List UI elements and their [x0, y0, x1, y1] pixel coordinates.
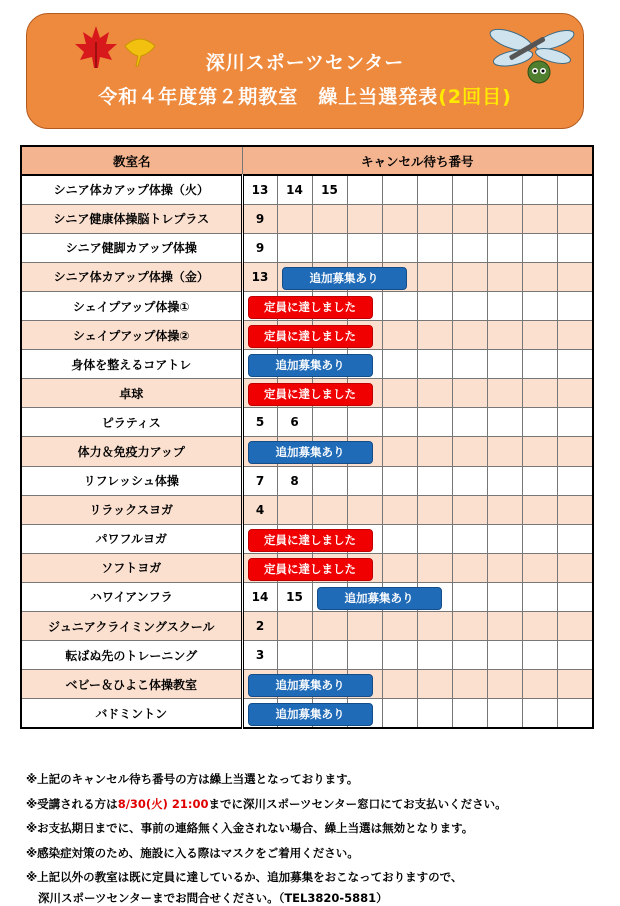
full-capacity-badge: 定員に達しました — [248, 383, 373, 406]
subtitle-main: 令和４年度第２期教室 繰上当選発表 — [98, 86, 439, 108]
note-3: ※お支払期日までに、事前の連絡無く入金されない場合、繰上当選は無効となります。 — [26, 821, 474, 835]
waitlist-cell — [382, 408, 417, 437]
table-row — [21, 641, 593, 670]
waitlist-cell — [487, 233, 522, 262]
waitlist-cell: 3 — [242, 641, 277, 670]
waitlist-cell — [557, 582, 593, 611]
waitlist-cell — [382, 699, 417, 728]
waitlist-cell — [382, 466, 417, 495]
class-name: リフレッシュ体操 — [21, 466, 242, 495]
waitlist-cell: 14 — [277, 175, 312, 204]
waitlist-cell — [312, 466, 347, 495]
waitlist-cell — [452, 612, 487, 641]
waitlist-cell — [417, 350, 452, 379]
class-name: ジュニアクライミングスクール — [21, 612, 242, 641]
waitlist-cell — [557, 699, 593, 728]
waitlist-cell — [452, 582, 487, 611]
class-name: パワフルヨガ — [21, 524, 242, 553]
waitlist-cell — [277, 204, 312, 233]
waitlist-cell — [522, 379, 557, 408]
additional-recruitment-badge: 追加募集あり — [282, 267, 407, 290]
class-name: シニア体カアップ体操（火） — [21, 175, 242, 204]
waitlist-cell — [452, 262, 487, 291]
full-capacity-badge: 定員に達しました — [248, 325, 373, 348]
waitlist-cell — [347, 612, 382, 641]
waitlist-cell — [242, 350, 345, 379]
waitlist-cell — [487, 670, 522, 699]
waitlist-cell — [347, 204, 382, 233]
waitlist-cell — [347, 175, 382, 204]
waitlist-cell — [312, 495, 347, 524]
waitlist-cell — [312, 204, 347, 233]
waitlist-cell — [557, 437, 593, 466]
waitlist-cell — [382, 175, 417, 204]
waitlist-cell: 13 — [242, 262, 277, 291]
waitlist-cell — [487, 321, 522, 350]
table-row — [21, 291, 593, 320]
class-name: シニア健康体操脳トレプラス — [21, 204, 242, 233]
waitlist-cell — [382, 321, 417, 350]
waitlist-cell — [557, 379, 593, 408]
waitlist-cell — [312, 641, 347, 670]
class-name: リラックスヨガ — [21, 495, 242, 524]
waitlist-cell — [382, 641, 417, 670]
waitlist-cell — [417, 553, 452, 582]
waitlist-cell — [277, 641, 312, 670]
table-row — [21, 437, 593, 466]
additional-recruitment-badge: 追加募集あり — [248, 674, 373, 697]
waitlist-cell — [452, 466, 487, 495]
table-row — [21, 524, 593, 553]
full-capacity-badge: 定員に達しました — [248, 529, 373, 552]
waitlist-cell — [417, 175, 452, 204]
note-2-pre: ※受講される方は — [26, 796, 118, 811]
class-name: 卓球 — [21, 379, 242, 408]
additional-recruitment-badge: 追加募集あり — [317, 587, 442, 610]
table-row — [21, 553, 593, 582]
waitlist-cell — [417, 204, 452, 233]
waitlist-cell — [557, 175, 593, 204]
table-row — [21, 699, 593, 728]
waitlist-cell — [452, 321, 487, 350]
waitlist-cell — [277, 495, 312, 524]
waitlist-cell — [557, 262, 593, 291]
waitlist-cell — [557, 553, 593, 582]
table-row — [21, 233, 593, 262]
class-name: 体力＆免疫力アップ — [21, 437, 242, 466]
waitlist-cell — [242, 699, 345, 728]
waitlist-cell — [487, 495, 522, 524]
waitlist-cell — [452, 408, 487, 437]
class-name: 転ばぬ先のトレーニング — [21, 641, 242, 670]
table-row — [21, 262, 593, 291]
waitlist-cell — [382, 437, 417, 466]
class-name: シニア健脚カアップ体操 — [21, 233, 242, 262]
waitlist-cell: 9 — [242, 204, 277, 233]
waitlist-cell — [277, 612, 312, 641]
header-subtitle — [27, 82, 583, 109]
note-5a: ※上記以外の教室は既に定員に達しているか、追加募集をおこなっておりますので、 — [26, 870, 463, 884]
waitlist-cell — [347, 466, 382, 495]
waitlist-cell — [522, 466, 557, 495]
waitlist-cell — [557, 408, 593, 437]
waitlist-cell — [347, 408, 382, 437]
header-title: 深川スポーツセンター — [205, 52, 405, 74]
waitlist-cell — [557, 495, 593, 524]
waitlist-cell — [522, 233, 557, 262]
waitlist-cell: 6 — [277, 408, 312, 437]
waitlist-cell — [242, 437, 345, 466]
waitlist-cell — [487, 699, 522, 728]
waitlist-cell — [417, 495, 452, 524]
waitlist-cell — [382, 350, 417, 379]
waitlist-cell — [312, 582, 414, 611]
waitlist-cell — [522, 350, 557, 379]
class-name: 身体を整えるコアトレ — [21, 350, 242, 379]
class-name: ベビー＆ひよこ体操教室 — [21, 670, 242, 699]
waitlist-cell — [452, 524, 487, 553]
waitlist-cell — [417, 291, 452, 320]
waitlist-cell — [487, 204, 522, 233]
waitlist-cell — [417, 524, 452, 553]
table-row — [21, 321, 593, 350]
table-row — [21, 408, 593, 437]
waitlist-cell — [522, 291, 557, 320]
waitlist-cell — [452, 175, 487, 204]
table-row — [21, 379, 593, 408]
waitlist-cell — [382, 524, 417, 553]
waitlist-cell — [522, 321, 557, 350]
column-header-waitlist: キャンセル待ち番号 — [242, 146, 593, 175]
waitlist-cell — [242, 553, 356, 582]
class-name: ソフトヨガ — [21, 553, 242, 582]
waitlist-cell — [487, 291, 522, 320]
waitlist-cell — [382, 233, 417, 262]
waitlist-cell — [417, 641, 452, 670]
waitlist-cell — [557, 466, 593, 495]
waitlist-cell — [487, 641, 522, 670]
waitlist-cell — [487, 408, 522, 437]
waitlist-cell — [522, 612, 557, 641]
class-name: シェイプアップ体操① — [21, 291, 242, 320]
waitlist-cell — [522, 699, 557, 728]
waitlist-cell: 8 — [277, 466, 312, 495]
waitlist-cell — [557, 204, 593, 233]
waitlist-cell — [382, 553, 417, 582]
waitlist-cell — [242, 524, 356, 553]
waitlist-cell — [487, 437, 522, 466]
waitlist-cell: 4 — [242, 495, 277, 524]
note-5 — [26, 865, 507, 906]
waitlist-cell — [347, 495, 382, 524]
waitlist-cell — [452, 553, 487, 582]
notes — [26, 767, 507, 906]
subtitle-round: (2回目) — [438, 86, 512, 108]
full-capacity-badge: 定員に達しました — [248, 296, 373, 319]
waitlist-cell — [417, 262, 452, 291]
waitlist-cell: 15 — [277, 582, 312, 611]
waitlist-cell: 15 — [312, 175, 347, 204]
cancellation-table — [20, 145, 594, 729]
waitlist-cell — [417, 233, 452, 262]
waitlist-cell — [557, 350, 593, 379]
waitlist-cell: 2 — [242, 612, 277, 641]
waitlist-cell — [382, 495, 417, 524]
waitlist-cell — [452, 233, 487, 262]
waitlist-cell — [382, 291, 417, 320]
waitlist-cell — [487, 524, 522, 553]
waitlist-cell — [417, 612, 452, 641]
waitlist-cell — [522, 641, 557, 670]
waitlist-cell — [487, 350, 522, 379]
waitlist-cell — [452, 670, 487, 699]
additional-recruitment-badge: 追加募集あり — [248, 441, 373, 464]
table-row — [21, 670, 593, 699]
waitlist-cell — [452, 291, 487, 320]
waitlist-cell: 13 — [242, 175, 277, 204]
waitlist-cell — [557, 641, 593, 670]
waitlist-cell — [452, 699, 487, 728]
waitlist-cell — [522, 524, 557, 553]
waitlist-cell — [452, 379, 487, 408]
waitlist-cell — [487, 379, 522, 408]
waitlist-cell — [417, 670, 452, 699]
waitlist-cell — [487, 612, 522, 641]
waitlist-cell — [557, 670, 593, 699]
waitlist-cell — [522, 408, 557, 437]
table-row — [21, 204, 593, 233]
waitlist-cell — [382, 670, 417, 699]
waitlist-cell — [452, 350, 487, 379]
waitlist-cell — [382, 612, 417, 641]
full-capacity-badge: 定員に達しました — [248, 558, 373, 581]
class-name: ハワイアンフラ — [21, 582, 242, 611]
class-name: シェイプアップ体操② — [21, 321, 242, 350]
note-2 — [26, 792, 507, 817]
waitlist-cell — [522, 262, 557, 291]
waitlist-cell — [557, 233, 593, 262]
waitlist-cell: 9 — [242, 233, 277, 262]
class-name: バドミントン — [21, 699, 242, 728]
note-2-post: までに深川スポーツセンター窓口にてお支払いください。 — [208, 796, 507, 811]
class-name: ピラティス — [21, 408, 242, 437]
table-row — [21, 175, 593, 204]
waitlist-cell — [277, 262, 379, 291]
waitlist-cell — [312, 408, 347, 437]
waitlist-cell — [522, 670, 557, 699]
payment-deadline: 8/30(火) 21:00 — [117, 796, 209, 811]
waitlist-cell — [522, 204, 557, 233]
waitlist-cell — [522, 582, 557, 611]
waitlist-cell — [522, 437, 557, 466]
waitlist-cell — [312, 612, 347, 641]
class-name: シニア体カアップ体操（金） — [21, 262, 242, 291]
table-row — [21, 612, 593, 641]
waitlist-cell — [242, 670, 345, 699]
waitlist-cell: 7 — [242, 466, 277, 495]
waitlist-cell — [382, 204, 417, 233]
waitlist-cell — [417, 437, 452, 466]
waitlist-cell — [452, 641, 487, 670]
table-row — [21, 466, 593, 495]
waitlist-cell — [522, 553, 557, 582]
waitlist-cell — [417, 321, 452, 350]
waitlist-cell — [522, 175, 557, 204]
waitlist-cell — [557, 321, 593, 350]
waitlist-cell — [557, 524, 593, 553]
waitlist-cell — [242, 291, 356, 320]
note-4: ※感染症対策のため、施設に入る際はマスクをご着用ください。 — [26, 845, 359, 860]
table-body — [21, 175, 593, 728]
column-header-class: 教室名 — [21, 146, 242, 175]
additional-recruitment-badge: 追加募集あり — [248, 354, 373, 377]
header-banner — [26, 13, 584, 129]
waitlist-cell — [452, 437, 487, 466]
waitlist-cell — [417, 699, 452, 728]
table-row — [21, 582, 593, 611]
note-1: ※上記のキャンセル待ち番号の方は繰上当選となっております。 — [26, 772, 359, 786]
waitlist-cell — [487, 175, 522, 204]
waitlist-cell — [242, 321, 356, 350]
waitlist-cell — [522, 495, 557, 524]
table-row — [21, 495, 593, 524]
waitlist-cell — [417, 379, 452, 408]
waitlist-cell — [347, 233, 382, 262]
waitlist-cell — [487, 466, 522, 495]
waitlist-cell — [487, 582, 522, 611]
table-row — [21, 350, 593, 379]
waitlist-cell — [452, 495, 487, 524]
waitlist-cell — [312, 233, 347, 262]
note-5b: 深川スポーツセンターまでお問合せください。（TEL3820-5881） — [38, 890, 388, 905]
waitlist-cell — [452, 204, 487, 233]
waitlist-cell — [417, 466, 452, 495]
waitlist-cell: 14 — [242, 582, 277, 611]
waitlist-cell — [487, 262, 522, 291]
waitlist-cell — [277, 233, 312, 262]
waitlist-cell — [347, 641, 382, 670]
waitlist-cell — [557, 612, 593, 641]
waitlist-cell — [487, 553, 522, 582]
waitlist-cell — [382, 379, 417, 408]
waitlist-cell — [242, 379, 356, 408]
waitlist-cell — [557, 291, 593, 320]
waitlist-cell — [417, 408, 452, 437]
additional-recruitment-badge: 追加募集あり — [248, 703, 373, 726]
waitlist-cell: 5 — [242, 408, 277, 437]
